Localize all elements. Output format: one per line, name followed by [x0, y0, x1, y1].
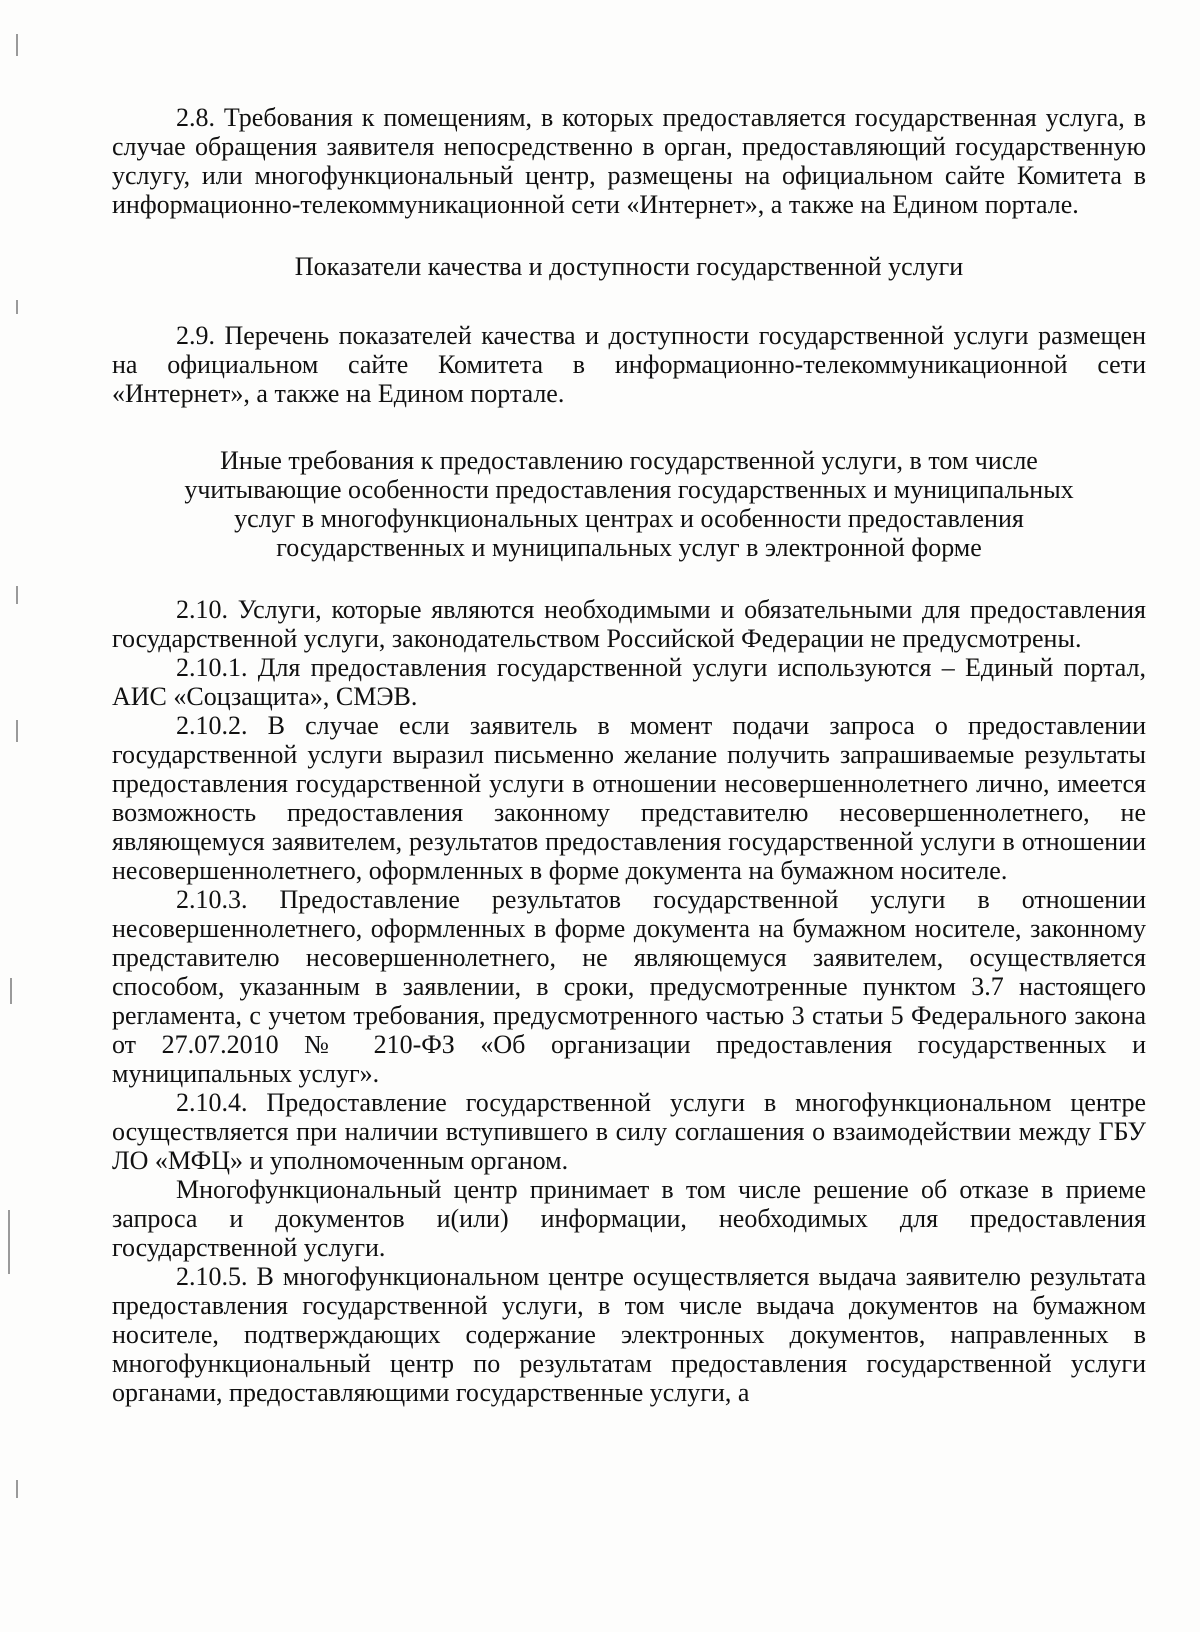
heading-line: государственных и муниципальных услуг в электронной форме	[276, 533, 982, 562]
scan-edge-mark	[10, 978, 12, 1004]
paragraph-2-9: 2.9. Перечень показателей качества и доступности государственной услуги размещен на официальном сайте Комитета в информационно-телекоммуникационной сети «Интернет», а также на Едином портале.	[112, 321, 1146, 408]
heading-line: услуг в многофункциональных центрах и особенности предоставления	[234, 504, 1024, 533]
heading-line: учитывающие особенности предоставления государственных и муниципальных	[184, 475, 1074, 504]
paragraph-2-10: 2.10. Услуги, которые являются необходимыми и обязательными для предоставления государственной услуги, законодательством Российской Федерации не предусмотрены.	[112, 595, 1146, 653]
paragraph-2-10-4: 2.10.4. Предоставление государственной услуги в многофункциональном центре осуществляется при наличии вступившего в силу соглашения о взаимодействии между ГБУ ЛО «МФЦ» и уполномоченным органом.	[112, 1088, 1146, 1175]
paragraph-2-10-2: 2.10.2. В случае если заявитель в момент подачи запроса о предоставлении государственной услуги выразил письменно желание получить запрашиваемые результаты предоставления государственной услуги в отношении несовершеннолетнего лично, имеется возможность предоставления законному представителю несовершеннолетнего, не являющемуся заявителем, результатов предоставления государственной услуги в отношении несовершеннолетнего, оформленных в форме документа на бумажном носителе.	[112, 711, 1146, 885]
paragraph-2-10-5: 2.10.5. В многофункциональном центре осуществляется выдача заявителю результата предоставления государственной услуги, в том числе выдача документов на бумажном носителе, подтверждающих содержание электронных документов, направленных в многофункциональный центр по результатам предоставления государственной услуги органами, предоставляющими государственные услуги, а	[112, 1262, 1146, 1407]
section-heading-other-requirements	[112, 446, 1146, 562]
paragraph-mfc-refusal: Многофункциональный центр принимает в том числе решение об отказе в приеме запроса и документов и(или) информации, необходимых для предоставления государственной услуги.	[112, 1175, 1146, 1262]
scan-edge-mark	[16, 34, 18, 56]
paragraph-2-10-1: 2.10.1. Для предоставления государственной услуги используются – Единый портал, АИС «Соцзащита», СМЭВ.	[112, 653, 1146, 711]
paragraph-2-10-3: 2.10.3. Предоставление результатов государственной услуги в отношении несовершеннолетнего, оформленных в форме документа на бумажном носителе, законному представителю несовершеннолетнего, не являющемуся заявителем, осуществляется способом, указанным в заявлении, в сроки, предусмотренные пунктом 3.7 настоящего регламента, с учетом требования, предусмотренного частью 3 статьи 5 Федерального закона от 27.07.2010 № 210-ФЗ «Об организации предоставления государственных и муниципальных услуг».	[112, 885, 1146, 1088]
section-heading-quality-indicators	[112, 252, 1146, 281]
heading-line: Иные требования к предоставлению государственной услуги, в том числе	[220, 446, 1038, 475]
document-body	[112, 103, 1146, 1407]
scan-edge-mark	[16, 300, 18, 314]
scan-edge-mark	[16, 1480, 18, 1498]
paragraph-2-8: 2.8. Требования к помещениям, в которых предоставляется государственная услуга, в случае обращения заявителя непосредственно в орган, предоставляющий государственную услугу, или многофункциональный центр, размещены на официальном сайте Комитета в информационно-телекоммуникационной сети «Интернет», а также на Едином портале.	[112, 103, 1146, 219]
scan-edge-mark	[16, 720, 18, 742]
scan-edge-mark	[8, 1210, 10, 1274]
heading-line: Показатели качества и доступности государственной услуги	[294, 252, 964, 281]
scan-edge-mark	[16, 586, 18, 604]
